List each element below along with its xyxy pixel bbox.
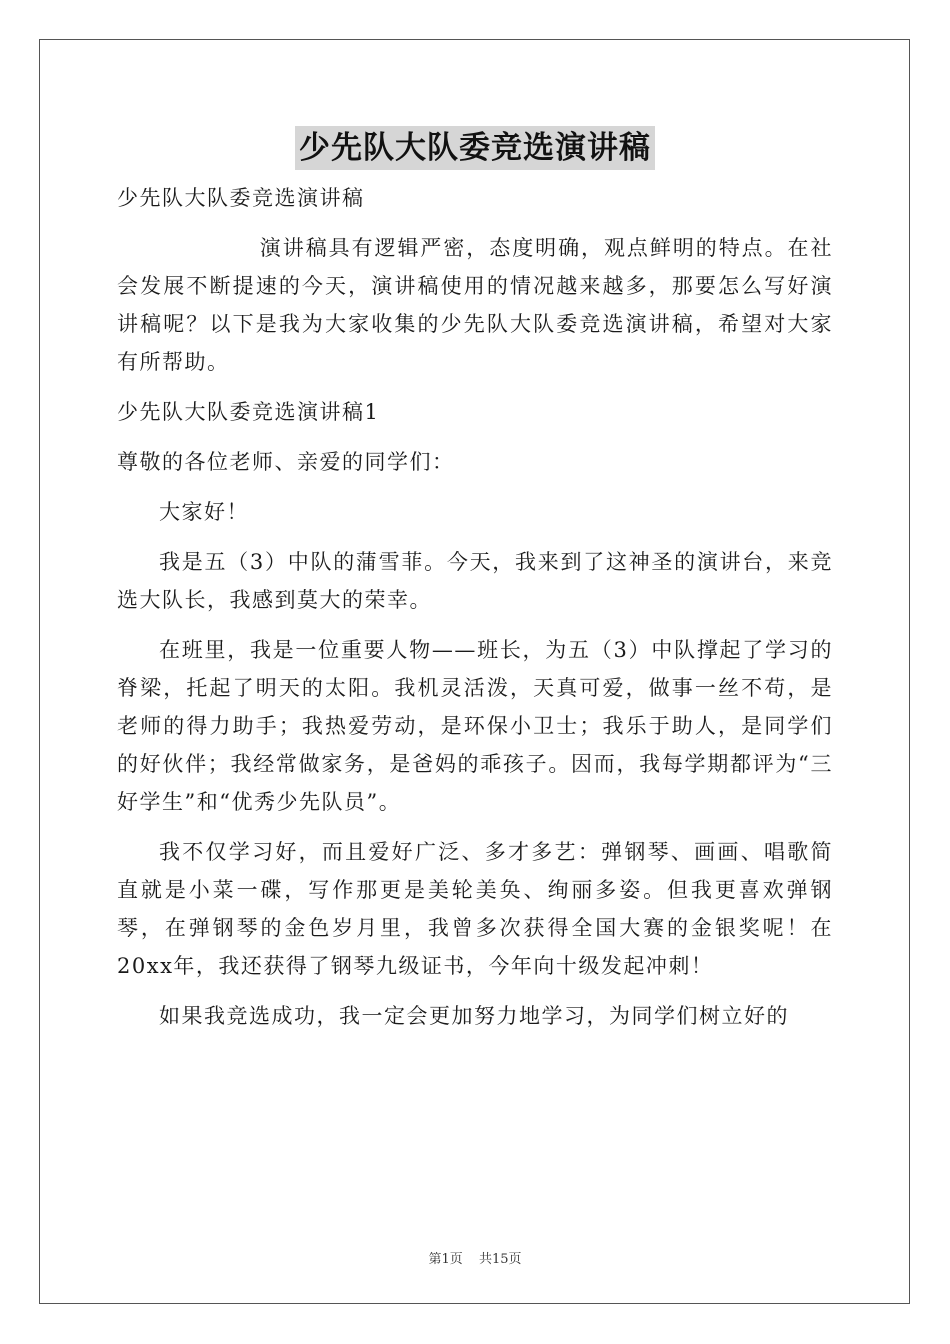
document-title — [0, 126, 950, 170]
subtitle-paragraph: 少先队大队委竞选演讲稿 — [117, 186, 365, 210]
page-number: 第1页 — [428, 1252, 463, 1267]
body-paragraph: 我是五（3）中队的蒲雪菲。今天，我来到了这神圣的演讲台，来竞选大队长，我感到莫大的荣幸。 — [117, 550, 833, 612]
body-paragraph: 如果我竞选成功，我一定会更加努力地学习，为同学们树立好的 — [159, 1004, 789, 1028]
document-body — [117, 179, 833, 1047]
page-total: 共15页 — [478, 1252, 522, 1267]
document-title-text: 少先队大队委竞选演讲稿 — [295, 126, 655, 170]
greeting-paragraph: 大家好！ — [159, 500, 249, 524]
body-paragraph: 我不仅学习好，而且爱好广泛、多才多艺：弹钢琴、画画、唱歌简直就是小菜一碟，写作那更是美轮美奂、绚丽多姿。但我更喜欢弹钢琴，在弹钢琴的金色岁月里，我曾多次获得全国大赛的金银奖呢！在20xx年，我还获得了钢琴九级证书，今年向十级发起冲刺！ — [117, 840, 833, 978]
salutation-paragraph: 尊敬的各位老师、亲爱的同学们： — [117, 450, 455, 474]
intro-paragraph: 演讲稿具有逻辑严密，态度明确，观点鲜明的特点。在社会发展不断提速的今天，演讲稿使用的情况越来越多，那要怎么写好演讲稿呢？以下是我为大家收集的少先队大队委竞选演讲稿，希望对大家有所帮助。 — [117, 236, 833, 374]
page-footer — [0, 1248, 950, 1267]
body-paragraph: 在班里，我是一位重要人物——班长，为五（3）中队撑起了学习的脊梁，托起了明天的太阳。我机灵活泼，天真可爱，做事一丝不苟，是老师的得力助手；我热爱劳动，是环保小卫士；我乐于助人，是同学们的好伙伴；我经常做家务，是爸妈的乖孩子。因而，我每学期都评为“三好学生”和“优秀少先队员”。 — [117, 638, 833, 814]
section-heading: 少先队大队委竞选演讲稿1 — [117, 400, 380, 424]
